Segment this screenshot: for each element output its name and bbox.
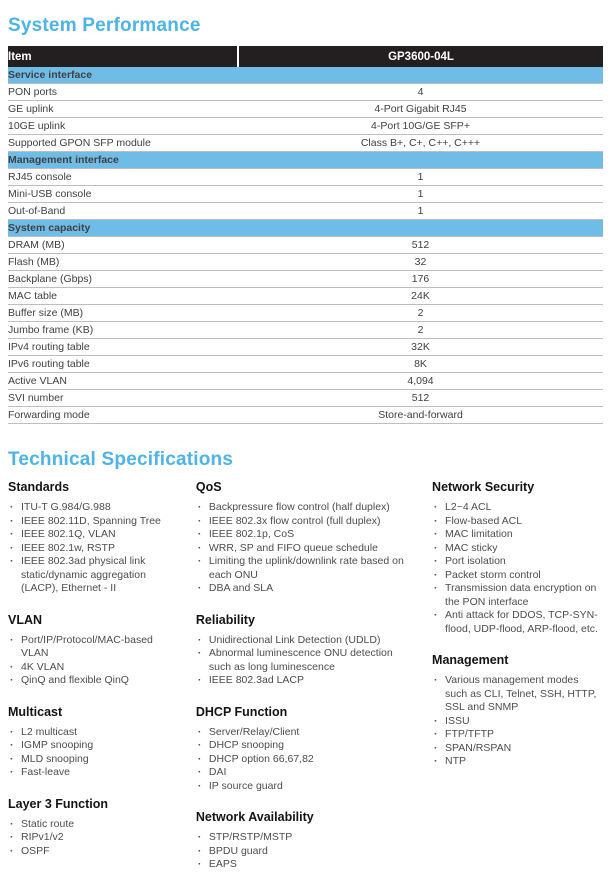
- spec-group: [432, 480, 603, 636]
- table-row: [8, 373, 603, 390]
- table-row: [8, 84, 603, 101]
- row-item-label: 10GE uplink: [8, 118, 238, 135]
- spec-group-heading: Layer 3 Function: [8, 796, 109, 811]
- spec-bullet-list: [8, 818, 181, 859]
- spec-group: [8, 613, 181, 688]
- spec-bullet-item: · MAC limitation: [432, 528, 603, 542]
- spec-bullet-list: [8, 726, 181, 780]
- spec-group-heading: VLAN: [8, 612, 43, 627]
- spec-group-heading: Multicast: [8, 704, 63, 719]
- spec-bullet-item: · IEEE 802.1w, RSTP: [8, 542, 181, 556]
- row-item-value: 2: [238, 305, 603, 322]
- row-item-value: 512: [238, 237, 603, 254]
- specs-column: [432, 477, 603, 769]
- spec-group-heading: Standards: [8, 480, 70, 494]
- table-row: [8, 407, 603, 424]
- spec-group: [196, 613, 417, 688]
- spec-bullet-item: · IEEE 802.3ad LACP: [196, 674, 417, 688]
- spec-group-heading: QoS: [195, 480, 222, 494]
- row-item-value: 8K: [238, 356, 603, 373]
- spec-bullet-item: · DAI: [196, 766, 417, 780]
- table-section-header-row: [8, 152, 603, 169]
- spec-bullet-item: · Transmission data encryption on the PON interface: [432, 582, 603, 609]
- spec-bullet-item: · MLD snooping: [8, 753, 181, 767]
- row-item-label: RJ45 console: [8, 169, 238, 186]
- spec-bullet-item: · IEEE 802.1Q, VLAN: [8, 528, 181, 542]
- spec-group: [196, 705, 417, 794]
- row-item-value: 32: [238, 254, 603, 271]
- spec-group-heading: Reliability: [195, 612, 255, 627]
- spec-bullet-item: · Port isolation: [432, 555, 603, 569]
- row-item-value: 2: [238, 322, 603, 339]
- spec-bullet-item: · OSPF: [8, 845, 181, 859]
- table-row: [8, 390, 603, 407]
- spec-bullet-item: · Anti attack for DDOS, TCP-SYN-flood, UDP-flood, ARP-flood, etc.: [432, 609, 603, 636]
- spec-bullet-item: · DHCP snooping: [196, 739, 417, 753]
- spec-bullet-item: · FTP/TFTP: [432, 728, 603, 742]
- spec-bullet-item: · Flow-based ACL: [432, 515, 603, 529]
- spec-bullet-item: · Server/Relay/Client: [196, 726, 417, 740]
- spec-bullet-item: · 4K VLAN: [8, 661, 181, 675]
- table-row: [8, 339, 603, 356]
- row-item-label: Forwarding mode: [8, 407, 238, 424]
- performance-table-head: [8, 46, 603, 67]
- spec-bullet-item: · Unidirectional Link Detection (UDLD): [196, 634, 417, 648]
- spec-bullet-item: · Fast-leave: [8, 766, 181, 780]
- table-section-header-label: Service interface: [8, 67, 603, 84]
- row-item-label: GE uplink: [8, 101, 238, 118]
- performance-table: [8, 46, 603, 424]
- spec-bullet-item: · IEEE 802.11D, Spanning Tree: [8, 515, 181, 529]
- row-item-label: Supported GPON SFP module: [8, 135, 238, 152]
- spec-bullet-item: · BPDU guard: [196, 845, 417, 859]
- table-section-header-label: Management interface: [8, 152, 603, 169]
- row-item-value: 1: [238, 203, 603, 220]
- row-item-value: 4-Port 10G/GE SFP+: [238, 118, 603, 135]
- table-row: [8, 101, 603, 118]
- spec-bullet-item: · IP source guard: [196, 780, 417, 794]
- spec-bullet-item: · Packet storm control: [432, 569, 603, 583]
- spec-bullet-item: · RIPv1/v2: [8, 831, 181, 845]
- spec-bullet-item: · STP/RSTP/MSTP: [196, 831, 417, 845]
- spec-bullet-list: [432, 501, 603, 636]
- row-item-label: Backplane (Gbps): [8, 271, 238, 288]
- row-item-value: 4: [238, 84, 603, 101]
- specs-column: [8, 477, 181, 858]
- row-item-value: Store-and-forward: [238, 407, 603, 424]
- spec-bullet-item: · SPAN/RSPAN: [432, 742, 603, 756]
- spec-bullet-item: · IGMP snooping: [8, 739, 181, 753]
- row-item-label: Jumbo frame (KB): [8, 322, 238, 339]
- spec-group: [8, 705, 181, 780]
- row-item-label: PON ports: [8, 84, 238, 101]
- spec-bullet-item: · ISSU: [432, 715, 603, 729]
- row-item-label: DRAM (MB): [8, 237, 238, 254]
- row-item-value: 4,094: [238, 373, 603, 390]
- spec-group-heading: DHCP Function: [195, 704, 288, 719]
- spec-bullet-item: · Limiting the uplink/downlink rate based on each ONU: [196, 555, 417, 582]
- specs-columns: [8, 477, 603, 872]
- spec-bullet-item: · WRR, SP and FIFO queue schedule: [196, 542, 417, 556]
- table-header-model: GP3600-04L: [238, 46, 603, 67]
- table-section-header-row: [8, 220, 603, 237]
- spec-group-heading: Network Security: [432, 480, 535, 494]
- spec-bullet-list: [196, 501, 417, 596]
- table-row: [8, 135, 603, 152]
- spec-bullet-list: [432, 674, 603, 769]
- spec-bullet-item: · L2~4 ACL: [432, 501, 603, 515]
- table-row: [8, 288, 603, 305]
- spec-bullet-list: [196, 726, 417, 794]
- row-item-label: MAC table: [8, 288, 238, 305]
- table-section-header-row: [8, 67, 603, 84]
- spec-bullet-item: · Static route: [8, 818, 181, 832]
- spec-bullet-item: · ITU-T G.984/G.988: [8, 501, 181, 515]
- spec-bullet-item: · NTP: [432, 755, 603, 769]
- row-item-value: 24K: [238, 288, 603, 305]
- row-item-value: 176: [238, 271, 603, 288]
- table-header-row: [8, 46, 603, 67]
- row-item-label: Active VLAN: [8, 373, 238, 390]
- row-item-label: IPv6 routing table: [8, 356, 238, 373]
- spec-bullet-item: · IEEE 802.1p, CoS: [196, 528, 417, 542]
- system-performance-title: System Performance: [8, 15, 201, 36]
- spec-group: [8, 480, 181, 596]
- row-item-value: 1: [238, 169, 603, 186]
- table-row: [8, 118, 603, 135]
- spec-group-heading: Network Availability: [195, 810, 314, 824]
- specs-column: [196, 477, 417, 872]
- table-row: [8, 186, 603, 203]
- table-row: [8, 169, 603, 186]
- spec-bullet-list: [196, 831, 417, 872]
- row-item-label: IPv4 routing table: [8, 339, 238, 356]
- spec-group-heading: Management: [432, 653, 509, 667]
- row-item-label: SVI number: [8, 390, 238, 407]
- spec-bullet-item: · DBA and SLA: [196, 582, 417, 596]
- spec-bullet-list: [196, 634, 417, 688]
- spec-group: [8, 797, 181, 859]
- row-item-value: 4-Port Gigabit RJ45: [238, 101, 603, 118]
- spec-bullet-item: · Port/IP/Protocol/MAC-based VLAN: [8, 634, 181, 661]
- spec-bullet-list: [8, 501, 181, 596]
- row-item-label: Out-of-Band: [8, 203, 238, 220]
- table-row: [8, 203, 603, 220]
- spec-bullet-item: · EAPS: [196, 858, 417, 872]
- spec-bullet-item: · QinQ and flexible QinQ: [8, 674, 181, 688]
- table-row: [8, 271, 603, 288]
- table-row: [8, 356, 603, 373]
- row-item-value: Class B+, C+, C++, C+++: [238, 135, 603, 152]
- technical-specifications-title: Technical Specifications: [8, 449, 234, 470]
- row-item-label: Buffer size (MB): [8, 305, 238, 322]
- performance-table-body: [8, 67, 603, 424]
- spec-group: [196, 810, 417, 872]
- spec-group: [196, 480, 417, 596]
- table-row: [8, 254, 603, 271]
- spec-bullet-item: · MAC sticky: [432, 542, 603, 556]
- spec-bullet-item: · Abnormal luminescence ONU detection such as long luminescence: [196, 647, 417, 674]
- spec-bullet-item: · Various management modes such as CLI, Telnet, SSH, HTTP, SSL and SNMP: [432, 674, 603, 715]
- spec-bullet-item: · Backpressure flow control (half duplex): [196, 501, 417, 515]
- table-section-header-label: System capacity: [8, 220, 603, 237]
- table-row: [8, 322, 603, 339]
- spec-bullet-list: [8, 634, 181, 688]
- table-header-item: Item: [8, 46, 238, 67]
- row-item-value: 512: [238, 390, 603, 407]
- row-item-value: 32K: [238, 339, 603, 356]
- spec-bullet-item: · IEEE 802.3x flow control (full duplex): [196, 515, 417, 529]
- spec-group: [432, 653, 603, 769]
- row-item-label: Flash (MB): [8, 254, 238, 271]
- row-item-value: 1: [238, 186, 603, 203]
- table-row: [8, 237, 603, 254]
- spec-bullet-item: · DHCP option 66,67,82: [196, 753, 417, 767]
- row-item-label: Mini-USB console: [8, 186, 238, 203]
- table-row: [8, 305, 603, 322]
- spec-bullet-item: · L2 multicast: [8, 726, 181, 740]
- spec-bullet-item: · IEEE 802.3ad physical link static/dynamic aggregation (LACP), Ethernet - II: [8, 555, 181, 596]
